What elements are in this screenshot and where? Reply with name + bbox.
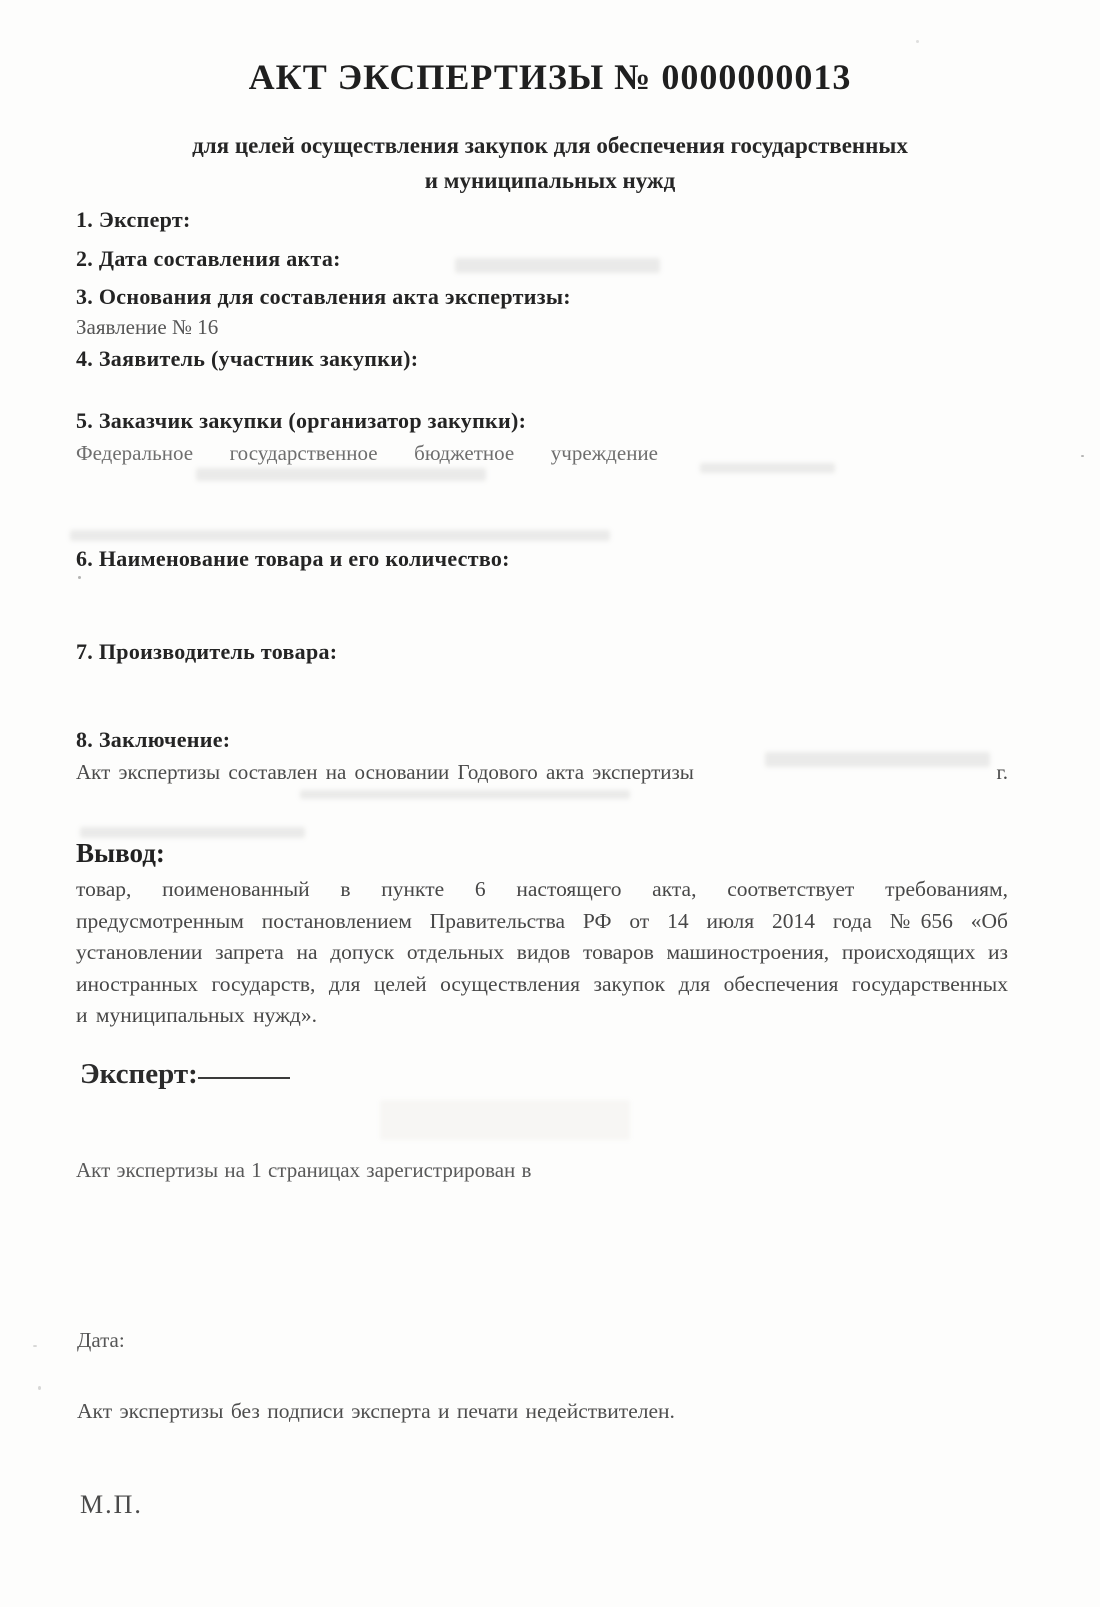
section-7-manufacturer-heading: 7. Производитель товара: xyxy=(76,639,338,664)
document-subtitle xyxy=(0,128,1100,198)
stamp-place-label: М.П. xyxy=(80,1490,143,1519)
scan-smudge xyxy=(765,752,990,767)
scan-speck xyxy=(38,1386,41,1390)
registration-note: Акт экспертизы на 1 страницах зарегистрирован в xyxy=(76,1158,532,1182)
scan-smudge xyxy=(196,468,486,481)
expert-signature-line xyxy=(198,1073,290,1079)
conclusion-line-4: иностранных государств, для целей осуществления закупок для обеспечения государственных xyxy=(76,971,1008,996)
scan-smudge xyxy=(80,827,305,838)
section-3-value-application-number: Заявление № 16 xyxy=(76,315,219,339)
conclusion-line-1: товар, поименованный в пункте 6 настоящего акта, соответствует требованиям, xyxy=(76,877,1008,901)
expert-signature-label: Эксперт: xyxy=(80,1058,198,1090)
scan-smudge xyxy=(455,258,660,273)
date-label: Дата: xyxy=(77,1328,125,1352)
section-4-applicant-heading: 4. Заявитель (участник закупки): xyxy=(76,346,419,371)
scan-smudge xyxy=(380,1100,630,1140)
conclusion-line-2: предусмотренным постановлением Правительства РФ от 14 июля 2014 года №656 «Об xyxy=(76,908,1008,933)
scan-smudge xyxy=(300,790,630,799)
subtitle-line-2: и муниципальных нужд xyxy=(424,168,676,193)
subtitle-line-1: для целей осуществления закупок для обеспечения государственных xyxy=(192,133,908,158)
section-3-grounds-heading: 3. Основания для составления акта экспертизы: xyxy=(76,284,571,309)
section-6-product-heading: 6. Наименование товара и его количество: xyxy=(76,546,510,571)
section-5-value-organization: Федеральное государственное бюджетное учреждение xyxy=(76,441,658,465)
scan-smudge xyxy=(70,530,610,541)
conclusion-line-3: установлении запрета на допуск отдельных видов товаров машиностроения, происходящих из xyxy=(76,940,1008,964)
section-2-date-heading: 2. Дата составления акта: xyxy=(76,246,341,271)
scan-smudge xyxy=(700,463,835,473)
scan-speck xyxy=(916,40,919,43)
section-8-conclusion-heading: 8. Заключение: xyxy=(76,727,231,752)
scan-speck xyxy=(78,576,81,579)
scan-speck xyxy=(33,1345,37,1347)
expert-signature-row xyxy=(80,1058,290,1091)
conclusion-paragraph xyxy=(76,874,1008,1032)
section-5-customer-heading: 5. Заказчик закупки (организатор закупки): xyxy=(76,408,527,433)
section-8-basis-text: Акт экспертизы составлен на основании Годового акта экспертизы xyxy=(76,760,694,784)
section-8-year-suffix: г. xyxy=(996,760,1008,784)
scan-speck xyxy=(1081,455,1084,457)
section-1-expert-heading: 1. Эксперт: xyxy=(76,207,191,232)
validity-note: Акт экспертизы без подписи эксперта и печати недействителен. xyxy=(77,1399,675,1423)
conclusion-line-5: и муниципальных нужд». xyxy=(76,1003,317,1027)
conclusion-heading: Вывод: xyxy=(76,838,165,868)
document-title: АКТ ЭКСПЕРТИЗЫ № 0000000013 xyxy=(248,57,852,97)
